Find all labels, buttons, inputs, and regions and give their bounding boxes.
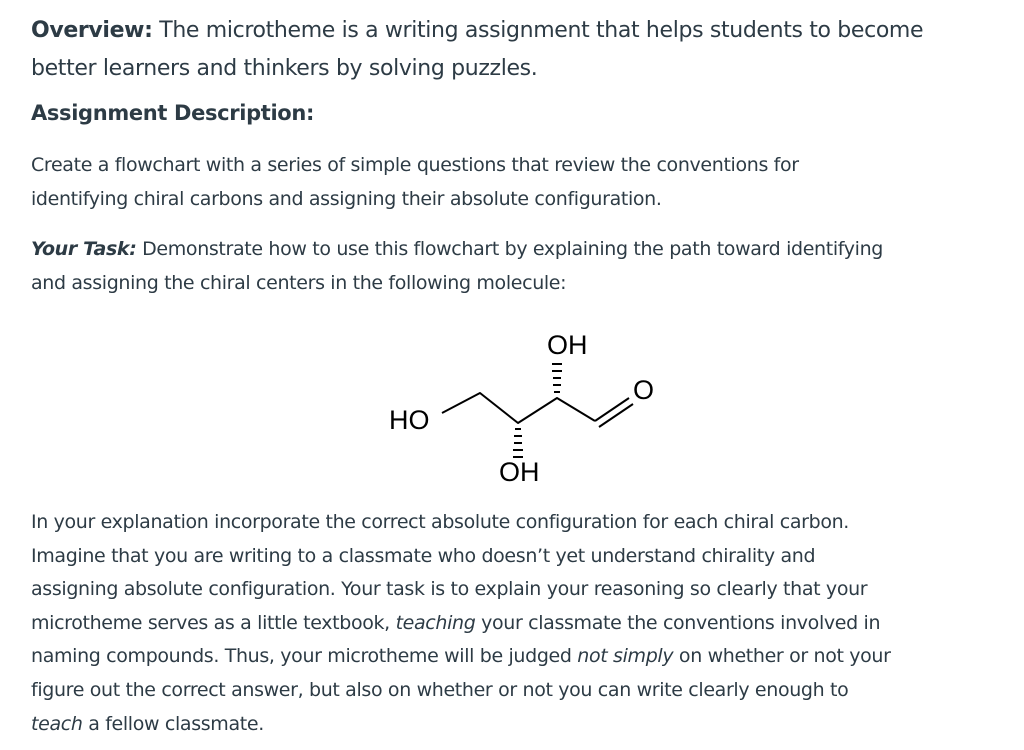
task-line-1: Your Task: Demonstrate how to use this flowchart by explaining the path toward identifying bbox=[31, 238, 884, 260]
explanation-line-6: figure out the correct answer, but also on whether or not you can write clearly enough to bbox=[31, 678, 849, 701]
explanation-line-7: teach a fellow classmate. bbox=[31, 712, 264, 735]
assignment-line-1: Create a flowchart with a series of simple questions that review the conventions for bbox=[31, 154, 799, 176]
explanation-line-4: microtheme serves as a little textbook, teaching your classmate the conventions involved in bbox=[31, 611, 881, 634]
overview-paragraph bbox=[31, 12, 971, 88]
explanation-line-3: assigning absolute configuration. Your task is to explain your reasoning so clearly that your bbox=[31, 578, 868, 601]
hashed-wedge-top bbox=[552, 364, 562, 392]
explanation-line-5: naming compounds. Thus, your microtheme will be judged not simply on whether or not your bbox=[31, 645, 891, 668]
explanation-paragraph bbox=[31, 506, 971, 741]
overview-label: Overview: bbox=[31, 18, 153, 43]
overview-line-2: better learners and thinkers by solving puzzles. bbox=[31, 56, 538, 81]
task-label: Your Task: bbox=[31, 238, 137, 260]
label-oh-top: OH bbox=[547, 330, 588, 360]
label-ho: HO bbox=[389, 405, 430, 435]
explanation-line-1: In your explanation incorporate the correct absolute configuration for each chiral carbon. bbox=[31, 511, 849, 533]
assignment-description bbox=[31, 148, 971, 216]
emphasis-teaching: teaching bbox=[395, 611, 476, 634]
carbon-chain-bonds bbox=[442, 393, 595, 423]
task-line-2: and assigning the chiral centers in the following molecule: bbox=[31, 272, 567, 294]
task-paragraph bbox=[31, 232, 971, 300]
hashed-wedge-bottom bbox=[513, 429, 523, 457]
overview-line-1: Overview: The microtheme is a writing assignment that helps students to become bbox=[31, 18, 924, 43]
emphasis-teach: teach bbox=[31, 712, 83, 735]
assignment-line-2: identifying chiral carbons and assigning their absolute configuration. bbox=[31, 188, 662, 210]
explanation-line-2: Imagine that you are writing to a classmate who doesn’t yet understand chirality and bbox=[31, 544, 816, 567]
assignment-heading: Assignment Description: bbox=[31, 101, 315, 125]
emphasis-not-simply: not simply bbox=[577, 645, 674, 668]
label-oh-bottom: OH bbox=[499, 457, 540, 487]
molecule-structure bbox=[380, 318, 670, 493]
label-aldehyde-o: O bbox=[633, 375, 655, 405]
